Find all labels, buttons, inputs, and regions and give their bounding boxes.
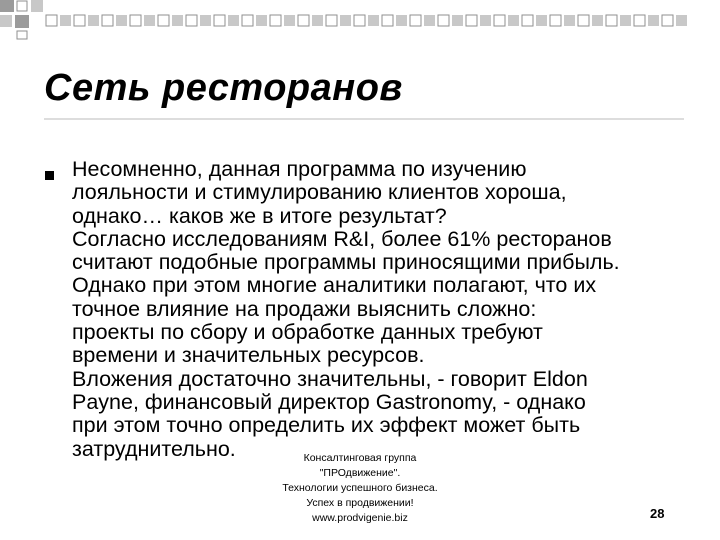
footer-website: www.prodvigenie.biz [312, 512, 408, 524]
deco-square [536, 15, 547, 26]
deco-square [158, 15, 169, 26]
deco-square [424, 15, 435, 26]
body-line: Однако при этом многие аналитики полагают, что их [72, 273, 597, 298]
deco-square [564, 15, 575, 26]
deco-square-light [0, 15, 12, 27]
deco-square [270, 15, 281, 26]
deco-square [116, 15, 127, 26]
footer-line: Технологии успешного бизнеса. [282, 482, 438, 494]
deco-square [480, 15, 491, 26]
deco-square [494, 15, 505, 26]
deco-square [228, 15, 239, 26]
deco-square [438, 15, 449, 26]
body-line: лояльности и стимулированию клиентов хороша, [72, 180, 567, 205]
deco-square [74, 15, 85, 26]
deco-square [620, 15, 631, 26]
deco-square [466, 15, 477, 26]
deco-square [354, 15, 365, 26]
deco-square [242, 15, 253, 26]
deco-square-outline [17, 31, 27, 39]
deco-square [88, 15, 99, 26]
deco-square [522, 15, 533, 26]
footer-line: Успех в продвижении! [306, 497, 414, 509]
deco-square [634, 15, 645, 26]
deco-square [298, 15, 309, 26]
deco-square [326, 15, 337, 26]
body-line: Несомненно, данная программа по изучению [72, 157, 527, 181]
title-underline [44, 118, 684, 120]
deco-square [382, 15, 393, 26]
deco-square-outline [17, 1, 27, 11]
body-line: при этом точно определить их эффект может быть [72, 413, 581, 438]
deco-square [578, 15, 589, 26]
body-line: Согласно исследованиям R&I, более 61% ресторанов [72, 226, 612, 251]
deco-square [102, 15, 113, 26]
footer-line: "ПРОдвижение". [319, 467, 401, 479]
deco-square-light [31, 0, 43, 12]
body-line: точное влияние на продажи выяснить сложно: [72, 296, 537, 321]
deco-square [592, 15, 603, 26]
bullet-square-icon [45, 171, 54, 180]
deco-square [256, 15, 267, 26]
body-line: проекты по сбору и обработке данных требуют [72, 320, 543, 345]
deco-square [214, 15, 225, 26]
body-line: считают подобные программы приносящими прибыль. [72, 250, 620, 275]
page-number: 28 [650, 506, 665, 521]
body-line: Вложения достаточно значительны, - говорит Eldon [72, 366, 588, 391]
deco-square [550, 15, 561, 26]
deco-square [396, 15, 407, 26]
body-line: времени и значительных ресурсов. [72, 343, 425, 368]
deco-square [662, 15, 673, 26]
footer-line: Консалтинговая группа [303, 452, 417, 464]
deco-square [284, 15, 295, 26]
deco-square [130, 15, 141, 26]
deco-square-dark [0, 0, 14, 12]
deco-square [606, 15, 617, 26]
body-line: однако… каков же в итоге результат? [72, 203, 447, 228]
deco-square [676, 15, 687, 26]
body-line: затруднительно. [72, 436, 236, 461]
deco-square [340, 15, 351, 26]
slide-title: Сеть ресторанов [44, 67, 403, 109]
deco-square [172, 15, 183, 26]
deco-square [46, 15, 57, 26]
deco-square [60, 15, 71, 26]
deco-square [144, 15, 155, 26]
decorative-squares-header [0, 0, 720, 40]
deco-square [410, 15, 421, 26]
body-line: Payne, финансовый директор Gastronomy, - однако [72, 389, 586, 414]
deco-square-row [46, 15, 687, 26]
deco-square [452, 15, 463, 26]
deco-square [368, 15, 379, 26]
deco-square [186, 15, 197, 26]
footer-credits [270, 451, 450, 526]
deco-square [200, 15, 211, 26]
deco-square-dark [15, 15, 29, 28]
deco-square [648, 15, 659, 26]
slide-body [72, 158, 702, 461]
deco-square [312, 15, 323, 26]
deco-square [508, 15, 519, 26]
